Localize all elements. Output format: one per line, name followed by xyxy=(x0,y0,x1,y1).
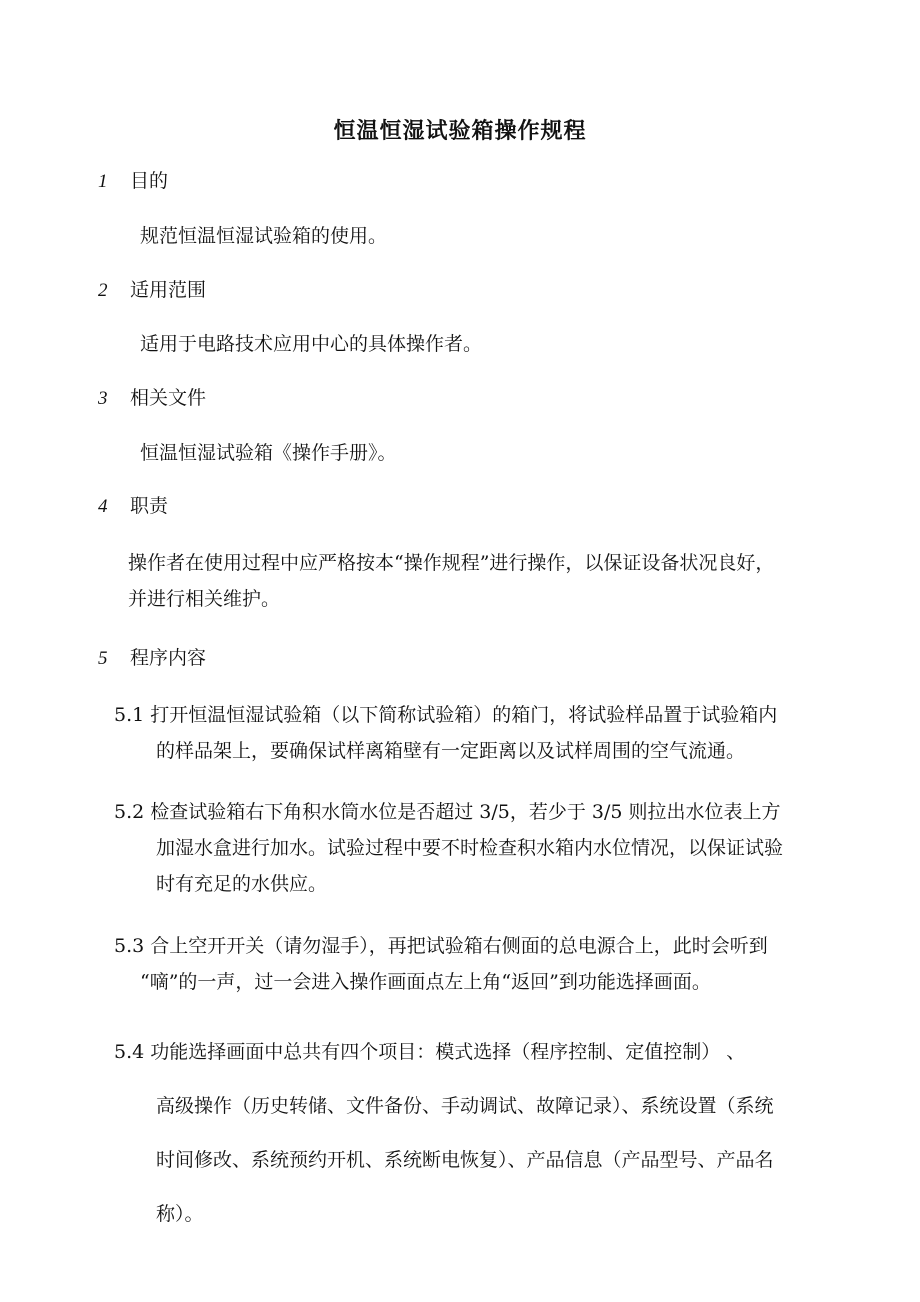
paragraph-line: 称）。 xyxy=(156,1203,204,1225)
paragraph-line: 5.2 检查试验箱右下角积水筒水位是否超过 3/5，若少于 3/5 则拉出水位表上方 xyxy=(114,801,781,823)
paragraph-line: 高级操作（历史转储、文件备份、手动调试、故障记录）、系统设置（系统 xyxy=(156,1095,774,1117)
paragraph-line: 5.4 功能选择画面中总共有四个项目：模式选择（程序控制、定值控制） 、 xyxy=(114,1041,746,1063)
section-body-3: 恒温恒湿试验箱《操作手册》。 xyxy=(140,442,397,464)
procedure-item-5-2 xyxy=(114,794,783,902)
paragraph-line: 操作者在使用过程中应严格按本“操作规程”进行操作，以保证设备状况良好， xyxy=(128,552,775,574)
paragraph-line: 的样品架上，要确保试样离箱壁有一定距离以及试样周围的空气流通。 xyxy=(156,740,746,762)
section-title: 相关文件 xyxy=(130,387,207,409)
procedure-item-5-3 xyxy=(114,928,768,1000)
section-heading-3 xyxy=(98,383,206,414)
procedure-item-5-1 xyxy=(114,697,777,769)
section-heading-4 xyxy=(98,491,168,522)
paragraph-line: 时间修改、系统预约开机、系统断电恢复）、产品信息（产品型号、产品名 xyxy=(156,1149,774,1171)
section-number: 4 xyxy=(98,496,108,517)
section-body-4 xyxy=(128,545,862,617)
paragraph-line: 加湿水盒进行加水。试验过程中要不时检查积水箱内水位情况，以保证试验 xyxy=(156,837,784,859)
section-title: 适用范围 xyxy=(130,279,207,301)
section-heading-2 xyxy=(98,275,206,306)
paragraph-line: 5.3 合上空开开关（请勿湿手），再把试验箱右侧面的总电源合上，此时会听到 xyxy=(114,935,768,957)
section-title: 程序内容 xyxy=(130,647,207,669)
paragraph-line: 并进行相关维护。 xyxy=(128,588,281,610)
section-title: 职责 xyxy=(130,495,169,517)
section-number: 5 xyxy=(98,648,108,669)
section-body-2: 适用于电路技术应用中心的具体操作者。 xyxy=(140,333,483,355)
section-number: 2 xyxy=(98,280,108,301)
document-title: 恒温恒湿试验箱操作规程 xyxy=(333,118,587,144)
section-heading-1 xyxy=(98,166,168,197)
section-heading-5 xyxy=(98,643,206,674)
paragraph-line: 时有充足的水供应。 xyxy=(156,873,328,895)
paragraph-line: 5.1 打开恒温恒湿试验箱（以下简称试验箱）的箱门，将试验样品置于试验箱内 xyxy=(114,704,778,726)
section-number: 3 xyxy=(98,388,108,409)
paragraph-line: “嘀”的一声，过一会进入操作画面点左上角“返回”到功能选择画面。 xyxy=(140,971,711,993)
section-title: 目的 xyxy=(130,170,169,192)
procedure-item-5-4 xyxy=(114,1025,774,1241)
section-number: 1 xyxy=(98,171,108,192)
section-body-1: 规范恒温恒湿试验箱的使用。 xyxy=(140,225,388,247)
